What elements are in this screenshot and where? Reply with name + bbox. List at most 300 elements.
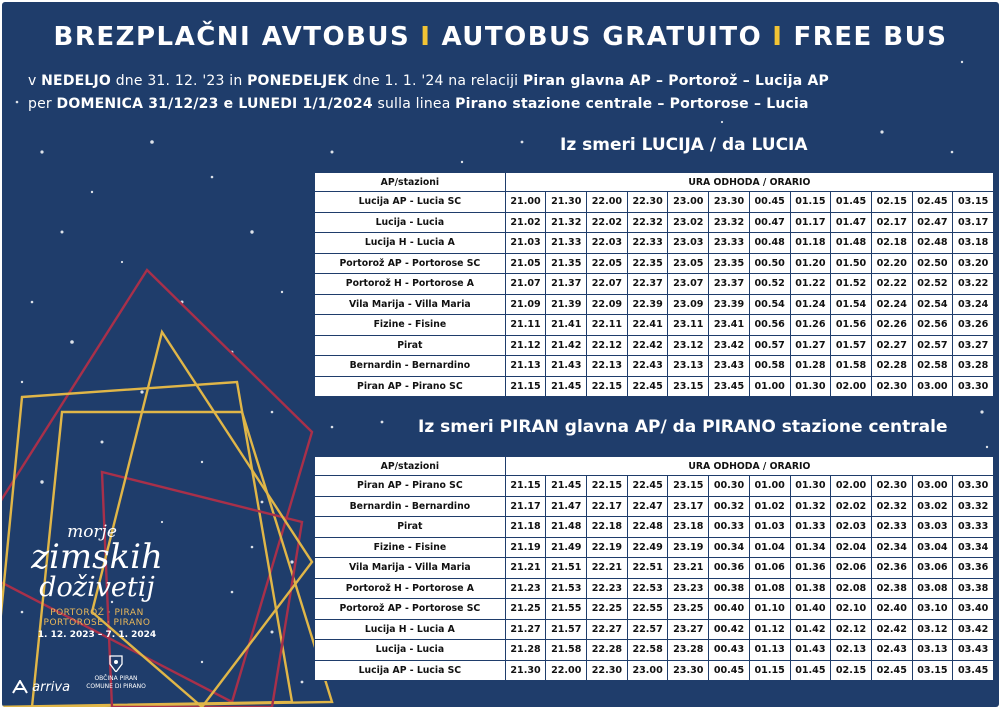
departure-time: 23.05	[668, 253, 709, 274]
operator-name: arriva	[32, 680, 71, 695]
stop-name: Portorož H - Portorose A	[315, 274, 506, 295]
departure-time: 02.56	[912, 315, 953, 336]
stop-name: Portorož AP - Portorose SC	[315, 253, 506, 274]
departure-time: 22.49	[627, 537, 668, 558]
departure-time: 02.22	[871, 274, 912, 295]
departure-time: 02.15	[871, 192, 912, 213]
departure-time: 22.05	[587, 253, 628, 274]
departure-time: 03.15	[953, 192, 994, 213]
departure-time: 21.35	[546, 253, 587, 274]
stop-name: Pirat	[315, 517, 506, 538]
departure-time: 01.57	[831, 335, 872, 356]
departure-time: 03.15	[912, 660, 953, 681]
departure-time: 03.24	[953, 294, 994, 315]
departure-time: 23.00	[668, 192, 709, 213]
stop-name: Piran AP - Pirano SC	[315, 476, 506, 497]
departure-time: 03.38	[953, 578, 994, 599]
departure-time: 03.12	[912, 619, 953, 640]
departure-time: 03.22	[953, 274, 994, 295]
departure-time: 21.39	[546, 294, 587, 315]
timetable-from-piran	[314, 456, 994, 681]
departure-time: 01.56	[831, 315, 872, 336]
departure-time: 00.45	[749, 192, 790, 213]
departure-time: 21.45	[546, 476, 587, 497]
departure-time: 01.52	[831, 274, 872, 295]
table-row	[315, 476, 994, 497]
departure-time: 21.23	[505, 578, 546, 599]
table-row	[315, 376, 994, 397]
departure-time: 00.33	[709, 517, 750, 538]
departure-time: 01.32	[790, 496, 831, 517]
departure-time: 22.09	[587, 294, 628, 315]
table-row	[315, 619, 994, 640]
departure-time: 23.07	[668, 274, 709, 295]
departure-time: 01.02	[749, 496, 790, 517]
departure-time: 02.08	[831, 578, 872, 599]
departure-time: 21.09	[505, 294, 546, 315]
departure-time: 01.20	[790, 253, 831, 274]
departure-time: 03.17	[953, 212, 994, 233]
logo-line-2: zimskih	[31, 537, 163, 577]
departure-time: 00.34	[709, 537, 750, 558]
departure-time: 22.53	[627, 578, 668, 599]
table-row	[315, 558, 994, 579]
departure-time: 21.53	[546, 578, 587, 599]
departure-time: 21.00	[505, 192, 546, 213]
departure-time: 00.48	[749, 233, 790, 254]
table-row	[315, 294, 994, 315]
departure-time: 01.45	[790, 660, 831, 681]
departure-time: 01.30	[790, 376, 831, 397]
title-english: FREE BUS	[793, 22, 948, 52]
crest-icon	[108, 654, 124, 672]
departure-time: 23.19	[668, 537, 709, 558]
departure-time: 03.42	[953, 619, 994, 640]
municipality-it: COMUNE DI PIRANO	[86, 683, 146, 690]
departure-time: 01.50	[831, 253, 872, 274]
times-column-header: URA ODHODA / ORARIO	[505, 457, 993, 476]
departure-time: 23.30	[709, 192, 750, 213]
departure-time: 01.15	[749, 660, 790, 681]
departure-time: 21.02	[505, 212, 546, 233]
departure-time: 02.12	[831, 619, 872, 640]
departure-time: 23.42	[709, 335, 750, 356]
departure-time: 02.58	[912, 356, 953, 377]
departure-time: 22.18	[587, 517, 628, 538]
departure-time: 03.20	[953, 253, 994, 274]
departure-time: 22.37	[627, 274, 668, 295]
departure-time: 22.03	[587, 233, 628, 254]
departure-time: 23.41	[709, 315, 750, 336]
table-row	[315, 335, 994, 356]
departure-time: 02.52	[912, 274, 953, 295]
departure-time: 02.32	[871, 496, 912, 517]
departure-time: 21.25	[505, 599, 546, 620]
departure-time: 23.45	[709, 376, 750, 397]
departure-time: 02.34	[871, 537, 912, 558]
departure-time: 21.15	[505, 476, 546, 497]
departure-time: 00.36	[709, 558, 750, 579]
table-row	[315, 233, 994, 254]
departure-time: 03.00	[912, 476, 953, 497]
departure-time: 22.00	[546, 660, 587, 681]
departure-time: 03.45	[953, 660, 994, 681]
intro-line-slovenian: v NEDELJO dne 31. 12. '23 in PONEDELJEK dne 1. 1. '24 na relaciji Piran glavna AP – Portorož – Lucija AP	[28, 73, 829, 89]
departure-time: 21.41	[546, 315, 587, 336]
departure-time: 02.27	[871, 335, 912, 356]
departure-time: 02.47	[912, 212, 953, 233]
departure-time: 02.30	[871, 476, 912, 497]
departure-time: 22.02	[587, 212, 628, 233]
departure-time: 23.13	[668, 356, 709, 377]
timetable-from-lucija	[314, 172, 994, 397]
stop-name: Piran AP - Pirano SC	[315, 376, 506, 397]
title-separator: I	[420, 22, 432, 52]
departure-time: 02.50	[912, 253, 953, 274]
departure-time: 22.51	[627, 558, 668, 579]
departure-time: 22.27	[587, 619, 628, 640]
departure-time: 01.22	[790, 274, 831, 295]
departure-time: 00.40	[709, 599, 750, 620]
departure-time: 22.57	[627, 619, 668, 640]
departure-time: 02.28	[871, 356, 912, 377]
departure-time: 02.10	[831, 599, 872, 620]
departure-time: 22.58	[627, 640, 668, 661]
poster	[2, 2, 999, 707]
departure-time: 01.48	[831, 233, 872, 254]
departure-time: 22.55	[627, 599, 668, 620]
stop-column-header: AP/stazioni	[315, 173, 506, 192]
departure-time: 21.43	[546, 356, 587, 377]
stop-name: Fizine - Fisine	[315, 315, 506, 336]
departure-time: 00.32	[709, 496, 750, 517]
departure-time: 22.33	[627, 233, 668, 254]
departure-time: 01.27	[790, 335, 831, 356]
poster-title	[2, 22, 999, 52]
departure-time: 03.26	[953, 315, 994, 336]
stop-name: Lucija AP - Lucia SC	[315, 192, 506, 213]
title-italian: AUTOBUS GRATUITO	[441, 22, 763, 52]
table-row	[315, 578, 994, 599]
table-row	[315, 192, 994, 213]
departure-time: 03.18	[953, 233, 994, 254]
table-row	[315, 356, 994, 377]
logo-towns-it: PORTOROSE · PIRANO	[43, 618, 151, 628]
departure-time: 00.38	[709, 578, 750, 599]
departure-time: 23.30	[668, 660, 709, 681]
departure-time: 03.06	[912, 558, 953, 579]
departure-time: 02.43	[871, 640, 912, 661]
departure-time: 21.33	[546, 233, 587, 254]
departure-time: 00.47	[749, 212, 790, 233]
departure-time: 23.43	[709, 356, 750, 377]
departure-time: 02.36	[871, 558, 912, 579]
operator-logo	[12, 680, 70, 695]
departure-time: 02.42	[871, 619, 912, 640]
departure-time: 22.28	[587, 640, 628, 661]
departure-time: 02.00	[831, 376, 872, 397]
departure-time: 21.30	[546, 192, 587, 213]
departure-time: 01.26	[790, 315, 831, 336]
departure-time: 22.39	[627, 294, 668, 315]
departure-time: 03.27	[953, 335, 994, 356]
table-header-row	[315, 173, 994, 192]
departure-time: 22.17	[587, 496, 628, 517]
departure-time: 23.15	[668, 476, 709, 497]
departure-time: 23.32	[709, 212, 750, 233]
stop-name: Lucija AP - Lucia SC	[315, 660, 506, 681]
departure-time: 03.43	[953, 640, 994, 661]
stop-name: Portorož AP - Portorose SC	[315, 599, 506, 620]
table-row	[315, 274, 994, 295]
departure-time: 21.42	[546, 335, 587, 356]
departure-time: 02.30	[871, 376, 912, 397]
departure-time: 03.40	[953, 599, 994, 620]
departure-time: 00.52	[749, 274, 790, 295]
departure-time: 23.12	[668, 335, 709, 356]
departure-time: 03.00	[912, 376, 953, 397]
departure-time: 22.42	[627, 335, 668, 356]
departure-time: 23.27	[668, 619, 709, 640]
departure-time: 01.43	[790, 640, 831, 661]
departure-time: 03.32	[953, 496, 994, 517]
departure-time: 21.13	[505, 356, 546, 377]
departure-time: 01.28	[790, 356, 831, 377]
departure-time: 21.21	[505, 558, 546, 579]
departure-time: 21.47	[546, 496, 587, 517]
departure-time: 22.45	[627, 376, 668, 397]
departure-time: 01.24	[790, 294, 831, 315]
departure-time: 00.54	[749, 294, 790, 315]
departure-time: 21.30	[505, 660, 546, 681]
table-row	[315, 537, 994, 558]
section-heading-from-lucija: Iz smeri LUCIJA / da LUCIA	[560, 135, 808, 155]
departure-time: 23.35	[709, 253, 750, 274]
departure-time: 22.19	[587, 537, 628, 558]
departure-time: 22.45	[627, 476, 668, 497]
departure-time: 21.49	[546, 537, 587, 558]
departure-time: 23.18	[668, 517, 709, 538]
departure-time: 22.43	[627, 356, 668, 377]
departure-time: 01.03	[749, 517, 790, 538]
departure-time: 22.30	[627, 192, 668, 213]
departure-time: 21.12	[505, 335, 546, 356]
departure-time: 01.36	[790, 558, 831, 579]
departure-time: 22.41	[627, 315, 668, 336]
departure-time: 23.15	[668, 376, 709, 397]
title-slovenian: BREZPLAČNI AVTOBUS	[53, 22, 411, 52]
departure-time: 21.45	[546, 376, 587, 397]
departure-time: 21.11	[505, 315, 546, 336]
departure-time: 03.34	[953, 537, 994, 558]
municipality-logo	[86, 654, 146, 691]
departure-time: 21.15	[505, 376, 546, 397]
departure-time: 21.48	[546, 517, 587, 538]
event-logo	[2, 522, 192, 640]
stop-column-header: AP/stazioni	[315, 457, 506, 476]
departure-time: 22.15	[587, 476, 628, 497]
departure-time: 23.02	[668, 212, 709, 233]
departure-time: 22.23	[587, 578, 628, 599]
departure-time: 00.58	[749, 356, 790, 377]
departure-time: 22.30	[587, 660, 628, 681]
departure-time: 00.30	[709, 476, 750, 497]
departure-time: 22.15	[587, 376, 628, 397]
departure-time: 01.54	[831, 294, 872, 315]
departure-time: 02.06	[831, 558, 872, 579]
departure-time: 22.32	[627, 212, 668, 233]
departure-time: 23.33	[709, 233, 750, 254]
departure-time: 01.08	[749, 578, 790, 599]
departure-time: 23.21	[668, 558, 709, 579]
stop-name: Pirat	[315, 335, 506, 356]
departure-time: 21.19	[505, 537, 546, 558]
departure-time: 02.17	[871, 212, 912, 233]
departure-time: 03.28	[953, 356, 994, 377]
departure-time: 22.35	[627, 253, 668, 274]
stop-name: Lucija - Lucia	[315, 640, 506, 661]
departure-time: 02.45	[912, 192, 953, 213]
departure-time: 21.07	[505, 274, 546, 295]
departure-time: 02.40	[871, 599, 912, 620]
decorative-frames	[2, 270, 332, 707]
departure-time: 01.42	[790, 619, 831, 640]
table-row	[315, 640, 994, 661]
departure-time: 22.13	[587, 356, 628, 377]
departure-time: 03.30	[953, 476, 994, 497]
departure-time: 22.00	[587, 192, 628, 213]
departure-time: 22.12	[587, 335, 628, 356]
stop-name: Bernardin - Bernardino	[315, 496, 506, 517]
departure-time: 01.15	[790, 192, 831, 213]
stop-name: Lucija H - Lucia A	[315, 233, 506, 254]
table-row	[315, 496, 994, 517]
departure-time: 22.25	[587, 599, 628, 620]
departure-time: 01.00	[749, 376, 790, 397]
title-separator: I	[772, 22, 784, 52]
stop-name: Lucija H - Lucia A	[315, 619, 506, 640]
departure-time: 00.57	[749, 335, 790, 356]
departure-time: 21.28	[505, 640, 546, 661]
departure-time: 02.00	[831, 476, 872, 497]
logo-dates: 1. 12. 2023 – 7. 1. 2024	[37, 630, 157, 640]
table-row	[315, 315, 994, 336]
table-row	[315, 212, 994, 233]
departure-time: 01.04	[749, 537, 790, 558]
arriva-icon	[12, 680, 28, 694]
departure-time: 21.51	[546, 558, 587, 579]
departure-time: 02.48	[912, 233, 953, 254]
departure-time: 23.11	[668, 315, 709, 336]
departure-time: 03.30	[953, 376, 994, 397]
departure-time: 01.30	[790, 476, 831, 497]
table-row	[315, 517, 994, 538]
departure-time: 22.48	[627, 517, 668, 538]
departure-time: 21.58	[546, 640, 587, 661]
departure-time: 21.37	[546, 274, 587, 295]
logo-towns-sl: PORTOROŽ · PIRAN	[50, 608, 144, 618]
stop-name: Vila Marija - Villa Maria	[315, 558, 506, 579]
departure-time: 03.04	[912, 537, 953, 558]
departure-time: 02.38	[871, 578, 912, 599]
table-row	[315, 660, 994, 681]
departure-time: 02.33	[871, 517, 912, 538]
departure-time: 21.17	[505, 496, 546, 517]
departure-time: 02.15	[831, 660, 872, 681]
departure-time: 23.09	[668, 294, 709, 315]
departure-time: 21.57	[546, 619, 587, 640]
departure-time: 01.10	[749, 599, 790, 620]
stop-name: Fizine - Fisine	[315, 537, 506, 558]
departure-time: 03.36	[953, 558, 994, 579]
departure-time: 01.45	[831, 192, 872, 213]
departure-time: 01.12	[749, 619, 790, 640]
departure-time: 23.00	[627, 660, 668, 681]
departure-time: 23.03	[668, 233, 709, 254]
departure-time: 21.03	[505, 233, 546, 254]
logo-line-1: morje	[67, 522, 117, 542]
departure-time: 02.03	[831, 517, 872, 538]
departure-time: 21.32	[546, 212, 587, 233]
departure-time: 01.47	[831, 212, 872, 233]
departure-time: 01.58	[831, 356, 872, 377]
departure-time: 01.06	[749, 558, 790, 579]
logo-line-3: doživetij	[39, 572, 155, 603]
departure-time: 01.40	[790, 599, 831, 620]
departure-time: 01.17	[790, 212, 831, 233]
table-row	[315, 599, 994, 620]
times-column-header: URA ODHODA / ORARIO	[505, 173, 993, 192]
departure-time: 03.02	[912, 496, 953, 517]
departure-time: 21.05	[505, 253, 546, 274]
departure-time: 01.33	[790, 517, 831, 538]
departure-time: 22.21	[587, 558, 628, 579]
departure-time: 03.33	[953, 517, 994, 538]
departure-time: 02.57	[912, 335, 953, 356]
stop-name: Vila Marija - Villa Maria	[315, 294, 506, 315]
departure-time: 02.26	[871, 315, 912, 336]
departure-time: 01.13	[749, 640, 790, 661]
departure-time: 00.45	[709, 660, 750, 681]
departure-time: 22.07	[587, 274, 628, 295]
departure-time: 01.34	[790, 537, 831, 558]
departure-time: 02.18	[871, 233, 912, 254]
intro-line-italian: per DOMENICA 31/12/23 e LUNEDI 1/1/2024 sulla linea Pirano stazione centrale – Portorose – Lucia	[28, 96, 809, 112]
departure-time: 03.08	[912, 578, 953, 599]
departure-time: 22.47	[627, 496, 668, 517]
departure-time: 02.13	[831, 640, 872, 661]
stop-name: Bernardin - Bernardino	[315, 356, 506, 377]
departure-time: 21.27	[505, 619, 546, 640]
departure-time: 22.11	[587, 315, 628, 336]
departure-time: 02.45	[871, 660, 912, 681]
section-heading-from-piran: Iz smeri PIRAN glavna AP/ da PIRANO stazione centrale	[418, 417, 948, 437]
departure-time: 01.18	[790, 233, 831, 254]
departure-time: 02.54	[912, 294, 953, 315]
departure-time: 00.50	[749, 253, 790, 274]
departure-time: 02.04	[831, 537, 872, 558]
departure-time: 23.37	[709, 274, 750, 295]
table-row	[315, 253, 994, 274]
table-header-row	[315, 457, 994, 476]
departure-time: 00.42	[709, 619, 750, 640]
departure-time: 01.38	[790, 578, 831, 599]
departure-time: 23.39	[709, 294, 750, 315]
departure-time: 02.20	[871, 253, 912, 274]
departure-time: 23.17	[668, 496, 709, 517]
departure-time: 23.25	[668, 599, 709, 620]
stop-name: Portorož H - Portorose A	[315, 578, 506, 599]
